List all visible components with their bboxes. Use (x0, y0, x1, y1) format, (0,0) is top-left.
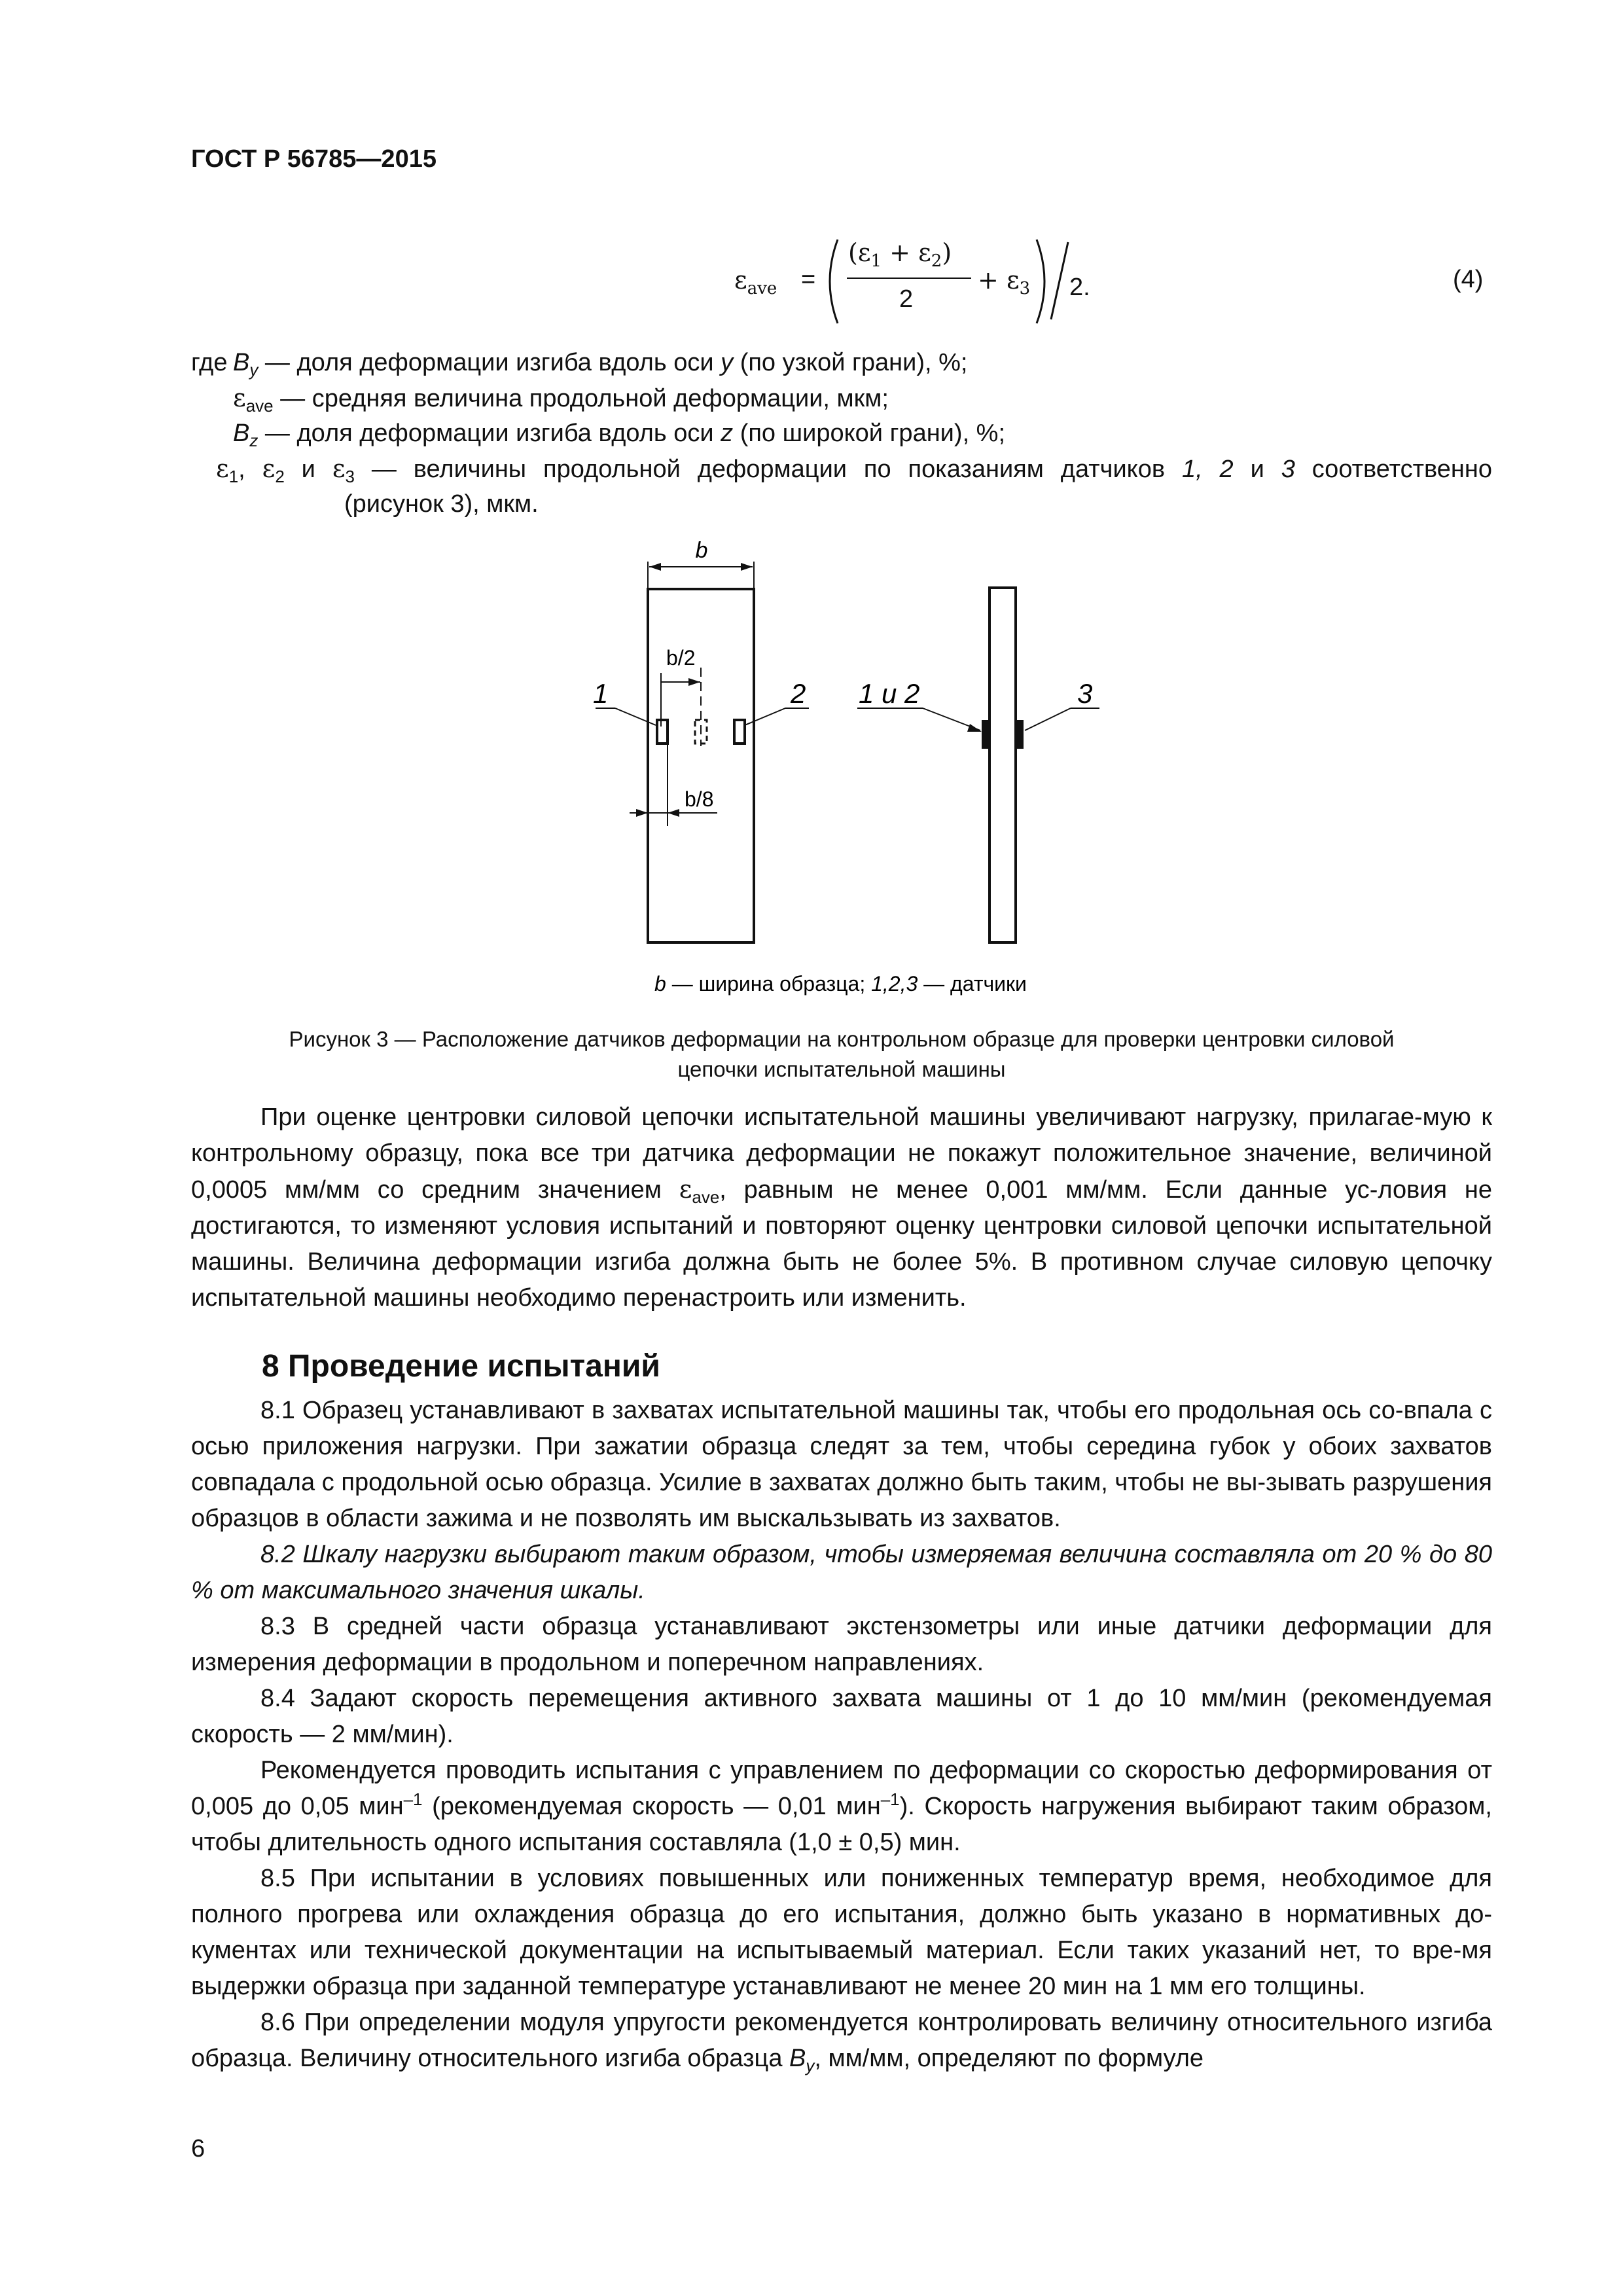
dim-b-arrow-left (649, 563, 661, 571)
dim-b2-label: b/2 (666, 646, 696, 670)
specimen-front-view (648, 589, 754, 942)
dim-b2-arrow (688, 678, 700, 686)
formula-big-paren-left (818, 236, 844, 327)
dim-b-arrow-right (741, 563, 753, 571)
figure-legend: b — ширина образца; 1,2,3 — датчики (654, 972, 1027, 996)
formula-denominator: 2 (899, 285, 914, 313)
legend-row-by: $B_y$ — доля деформации изгиба вдоль оси y (по узкой грани), %; (233, 349, 968, 380)
figure-caption-line1: Рисунок 3 — Расположение датчиков деформации на контрольном образце для проверки центровки силовой (289, 1027, 1395, 1051)
figure-caption-line2: цепочки испытательной машины (677, 1057, 1006, 1081)
formula-divisor: 2. (1069, 274, 1090, 301)
formula-divide-slash (1048, 240, 1071, 322)
gauge-1 (657, 720, 668, 744)
gauge-side-3 (1016, 720, 1024, 749)
label-2: 2 (791, 678, 806, 709)
formula-fraction-bar (847, 278, 971, 279)
leader-1 (615, 708, 656, 725)
section-title: 8 Проведение испытаний (262, 1349, 660, 1384)
formula-lhs: $\varepsilon_{ave}$ (734, 266, 777, 298)
dim-b-label: b (695, 538, 708, 563)
dim-b8-arrow-right (668, 809, 679, 817)
leader-1i2-arrow (967, 724, 982, 732)
label-3: 3 (1077, 678, 1093, 709)
legend-row-eps-cont: (рисунок 3), мкм. (344, 490, 539, 518)
legend-intro: где (191, 349, 228, 376)
equation-number: (4) (1453, 266, 1484, 293)
paragraph-8-4: 8.4 Задают скорость перемещения активного захвата машины от 1 до 10 мм/мин (рекомендуемая скорость — 2 мм/мин). (191, 1685, 1492, 1748)
leader-2 (745, 708, 785, 725)
formula-plus-e3: + $\varepsilon_3$ (978, 266, 1031, 298)
page-number: 6 (191, 2135, 205, 2162)
formula-equals: = (801, 266, 816, 293)
paragraph-8-5: 8.5 При испытании в условиях повышенных или пониженных температур время, необходимое для полного прогрева или охлаждения образца до его испытания, должно быть указано в нормативных до-кументах или технической документации на испытываемый материал. Если таких указаний нет, то вре-мя выдержки образца при заданной температуре устанавливают не менее 20 мин на 1 мм его толщины. (191, 1865, 1492, 2000)
formula-4 (726, 236, 1093, 327)
document-header: ГОСТ Р 56785—2015 (191, 145, 437, 173)
paragraph-8-4-rate: Рекомендуется проводить испытания с управлением по деформации со скоростью деформирования от 0,005 до 0,05 мин$^{-1}$ (рекомендуемая скорость — 0,01 мин$^{-1}$). Скорость нагружения выбирают таким образом, чтобы длительность одного испытания составляла (1,0 ± 0,5) мин. (191, 1757, 1492, 1856)
paragraph-8-6: 8.6 При определении модуля упругости рекомендуется контролировать величину относительного изгиба образца. Величину относительного изгиба образца $B_y$, мм/мм, определяют по формуле (191, 2009, 1492, 2075)
paragraph-8-3: 8.3 В средней части образца устанавливают экстензометры или иные датчики деформации для измерения деформации в продольном и поперечном направлениях. (191, 1613, 1492, 1676)
paragraph-8-2: 8.2 Шкалу нагрузки выбирают таким образом, чтобы измеряемая величина составляла от 20 % до 80 % от максимального значения шкалы. (191, 1541, 1492, 1604)
legend-row-eave: $\varepsilon_{ave}$ — средняя величина продольной деформации, мкм; (233, 384, 889, 416)
figure-3-diagram (563, 524, 1152, 1001)
label-1: 1 (593, 678, 609, 709)
specimen-side-view (990, 588, 1016, 942)
legend-row-eps: $\varepsilon_1$, $\varepsilon_2$ и $\varepsilon_3$ — величины продольной деформации по показаниям датчиков 1, 2 и 3 соответственно (216, 454, 1493, 486)
dim-b8-arrow-left (636, 809, 648, 817)
formula-numerator: $(\varepsilon_1 + \varepsilon_2)$ (848, 238, 952, 271)
dim-b8-label: b/8 (685, 787, 714, 811)
legend-row-bz: $B_z$ — доля деформации изгиба вдоль оси z (по широкой грани), %; (233, 420, 1006, 450)
label-1i2: 1 и 2 (859, 678, 920, 709)
paragraph-centering: При оценке центровки силовой цепочки испытательной машины увеличивают нагрузку, прилагае-мую к контрольному образцу, пока все три датчика деформации не покажут положительное значение, величиной 0,0005 мм/мм со средним значением $\varepsilon_{ave}$, равным не менее 0,001 мм/мм. Если данные ус-ловия не достигаются, то изменяют условия испытаний и повторяют оценку центровки силовой цепочки испытательной машины. Величина деформации изгиба должна быть не более 5%. В противном случае силовую цепочку испытательной машины необходимо перенастроить или изменить. (191, 1103, 1493, 1312)
leader-3 (1025, 708, 1071, 730)
paragraph-8-1: 8.1 Образец устанавливают в захватах испытательной машины так, чтобы его продольная ось со-впала с осью приложения нагрузки. При зажатии образца следят за тем, чтобы середина губок у обоих захватов совпадала с продольной осью образца. Усилие в захватах должно быть таким, чтобы не вы-зывать разрушения образцов в области зажима и не позволять им выскальзывать из захватов. (191, 1397, 1492, 1532)
gauge-side-12 (982, 720, 990, 749)
gauge-2 (734, 720, 745, 744)
